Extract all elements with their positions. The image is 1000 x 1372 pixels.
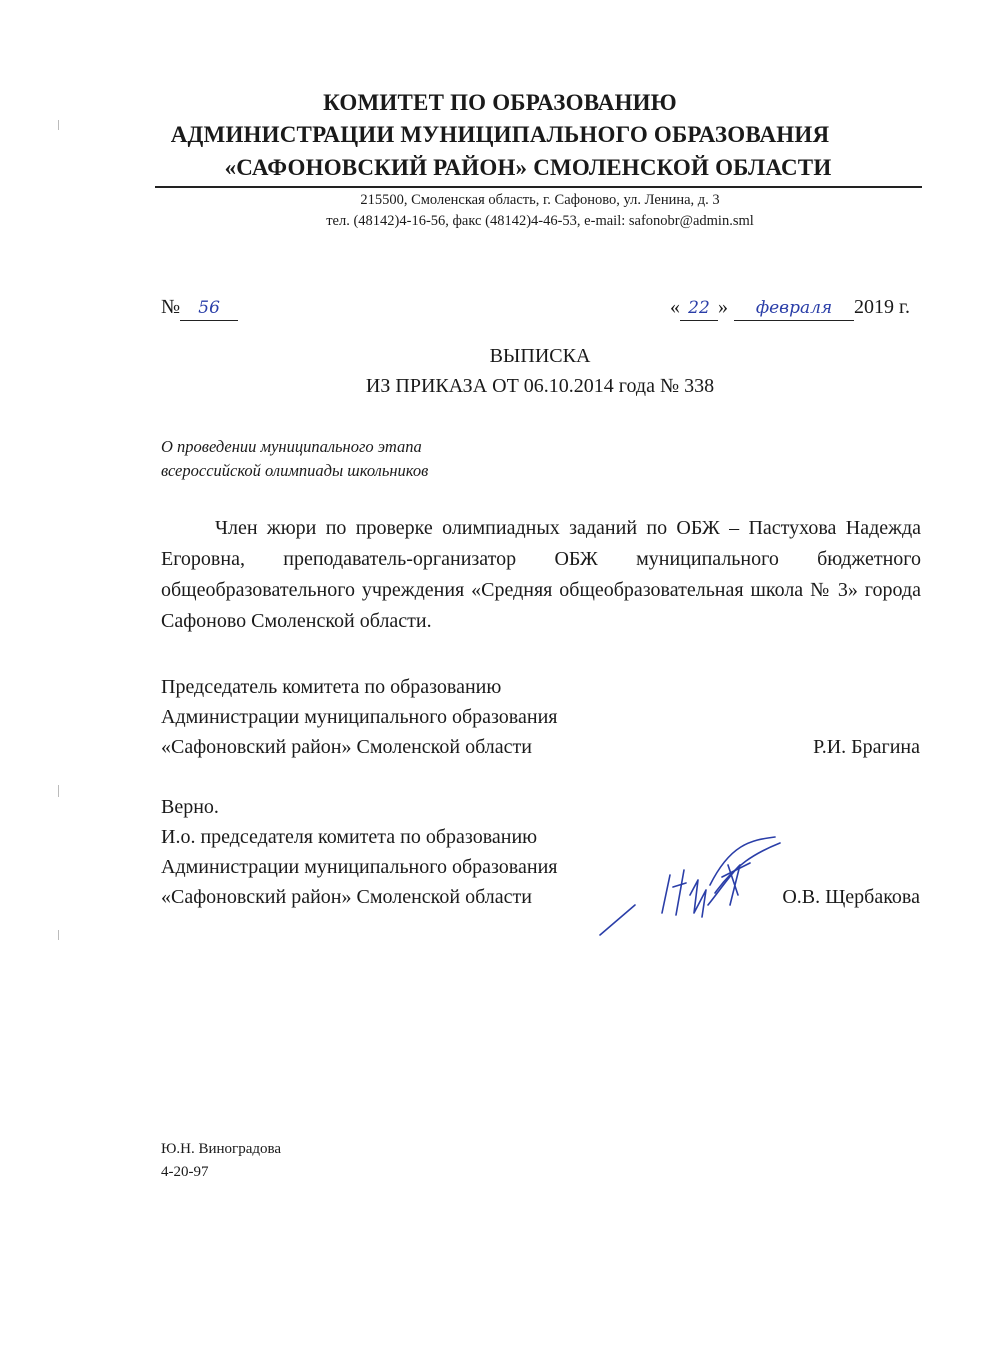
scan-mark [58,120,59,130]
executor-name: Ю.Н. Виноградова [161,1141,282,1157]
subject-line2: всероссийской олимпиады школьников [161,461,429,480]
month-value: февраля [755,298,833,318]
document-subtitle: ИЗ ПРИКАЗА ОТ 06.10.2014 года № 338 [365,375,715,397]
date-open-quote: « [670,296,680,318]
signer2-position-line3: «Сафоновский район» Смоленской области [161,886,532,908]
executor-phone: 4-20-97 [161,1164,209,1180]
scan-mark [58,785,59,797]
date-close-quote: » [718,296,728,318]
letterhead-contacts: тел. (48142)4-16-56, факс (48142)4-46-53, e-mail: safonobr@admin.sml [326,213,754,229]
body-paragraph: Член жюри по проверке олимпиадных заданий по ОБЖ – Пастухова Надежда Егоровна, преподаватель-организатор ОБЖ муниципального бюджетного общеобразовательного учреждения «Средняя общеобразовательная школа № 3» города Сафоново Смоленской области. [161,517,921,632]
day-field [680,296,718,321]
signer2-name: О.В. Щербакова [782,886,920,908]
subject-line1: О проведении муниципального этапа [161,437,422,456]
handwritten-signature [590,835,790,940]
number-prefix: № [161,296,181,318]
document-number [161,296,238,321]
letterhead-org-line3: «САФОНОВСКИЙ РАЙОН» СМОЛЕНСКОЙ ОБЛАСТИ [224,155,832,180]
letterhead-address: 215500, Смоленская область, г. Сафоново, ул. Ленина, д. 3 [360,192,720,208]
signer2-position-line1: И.о. председателя комитета по образованию [161,826,538,848]
signer1-position-line1: Председатель комитета по образованию [161,676,502,698]
year-value: 2019 г. [854,296,910,318]
month-field [734,296,854,321]
signer1-name: Р.И. Брагина [813,736,920,758]
signer1-position-line3: «Сафоновский район» Смоленской области [161,736,532,758]
signer2-position-line2: Администрации муниципального образования [161,856,558,878]
signer1-position-line2: Администрации муниципального образования [161,706,558,728]
number-value: 56 [198,298,220,318]
document-date [670,296,910,321]
letterhead-org-line2: АДМИНИСТРАЦИИ МУНИЦИПАЛЬНОГО ОБРАЗОВАНИЯ [170,122,830,147]
scan-mark [58,930,59,940]
document-title: ВЫПИСКА [489,345,591,367]
number-field [180,296,238,321]
letterhead-divider [155,186,922,188]
letterhead-org-line1: КОМИТЕТ ПО ОБРАЗОВАНИЮ [323,90,677,115]
verified-label: Верно. [161,796,219,818]
day-value: 22 [688,298,710,318]
